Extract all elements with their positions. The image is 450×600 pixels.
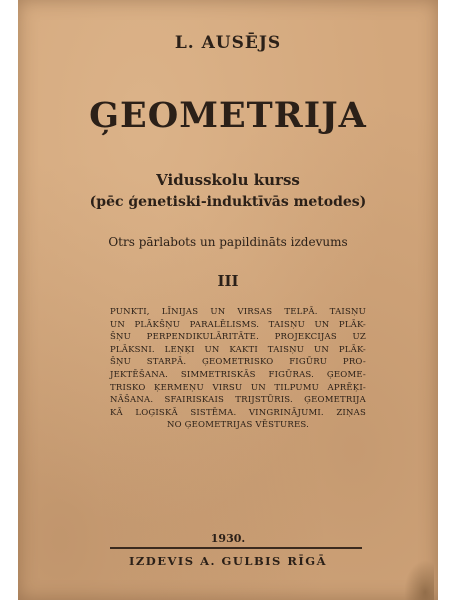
contents-line: JEKTĒŠANA. SIMMETRISKĀS FIGŪRAS. ĢEOME- — [110, 369, 366, 380]
contents-line: KĀ LOĢISKĀ SISTĒMA. VINGRINĀJUMI. ZIŅAS — [110, 407, 366, 418]
author-name: L. AUSĒJS — [174, 33, 282, 53]
contents-line: PUNKTI, LĪNIJAS UN VIRSAS TELPĀ. TAISŅU — [110, 307, 366, 317]
paper-stain — [404, 560, 434, 600]
divider-rule — [110, 547, 362, 549]
contents-summary — [110, 306, 366, 432]
contents-line: ŠŅU PERPENDIKULĀRITĀTE. PROJEKCIJAS UZ — [110, 332, 366, 343]
book-subtitle: Vidusskolu kurss — [156, 171, 300, 189]
contents-line: UN PLĀKŠŅU PARALĒLISMS. TAISŅU UN PLĀK- — [110, 319, 366, 330]
contents-line: ŠŅU STARPĀ. ĢEOMETRISKO FIGŪRU PRO- — [110, 357, 366, 368]
contents-line: PLĀKSNI. LEŅĶI UN KAKTI TAISŅU UN PLĀK- — [110, 344, 366, 355]
book-cover — [18, 0, 438, 600]
edition-note: Otrs pārlabots un papildināts izdevums — [108, 235, 348, 249]
contents-line: TRISKO ĶERMEŅU VIRSU UN TILPUMU APRĒĶI- — [110, 382, 366, 393]
book-title: ĢEOMETRIJA — [89, 95, 367, 136]
method-note: (pēc ģenetiski-induktīvās metodes) — [89, 194, 367, 210]
publisher-line: IZDEVIS A. GULBIS RĪGĀ — [128, 554, 328, 568]
volume-number: III — [217, 272, 239, 290]
contents-line: NĀŠANA. SFAIRISKAIS TRIJSTŪRIS. ĢEOMETRIJA — [110, 395, 366, 406]
contents-line: NO ĢEOMETRIJAS VĒSTURES. — [166, 420, 310, 431]
publication-year: 1930. — [210, 532, 246, 545]
